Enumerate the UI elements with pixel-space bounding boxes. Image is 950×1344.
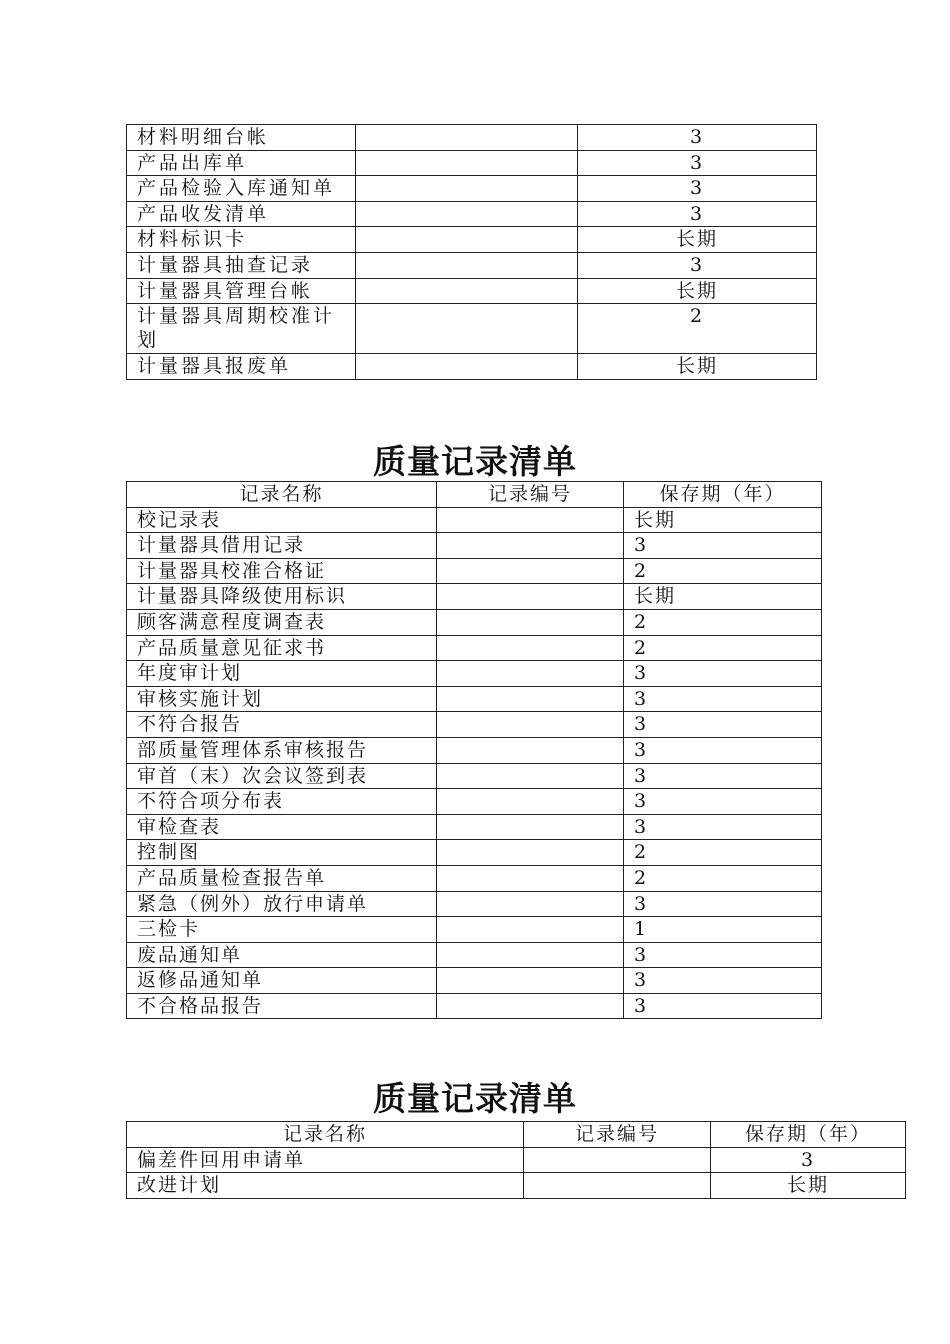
header-period: 保存期（年） — [711, 1122, 906, 1148]
table-row — [127, 1147, 906, 1173]
record-name-cell: 返修品通知单 — [127, 968, 437, 994]
record-name-cell: 计量器具周期校准计划 — [127, 304, 356, 354]
retention-period-cell: 3 — [624, 737, 822, 763]
retention-period-cell: 1 — [624, 917, 822, 943]
retention-period-cell: 3 — [578, 252, 817, 278]
record-name-cell: 校记录表 — [127, 507, 437, 533]
record-name-cell: 顾客满意程度调查表 — [127, 609, 437, 635]
table-row — [127, 789, 822, 815]
table-row — [127, 968, 822, 994]
retention-period-cell: 3 — [624, 533, 822, 559]
retention-period-cell: 3 — [624, 686, 822, 712]
retention-period-cell: 2 — [578, 304, 817, 354]
record-name-cell: 产品收发清单 — [127, 201, 356, 227]
table-row — [127, 558, 822, 584]
retention-period-cell: 长期 — [578, 354, 817, 380]
record-name-cell: 计量器具校准合格证 — [127, 558, 437, 584]
record-code-cell — [356, 227, 578, 253]
table-3 — [126, 1121, 906, 1199]
retention-period-cell: 长期 — [578, 278, 817, 304]
record-code-cell — [356, 304, 578, 354]
table-row — [127, 584, 822, 610]
table-header-row — [127, 1122, 906, 1148]
table-row — [127, 533, 822, 559]
table-row — [127, 891, 822, 917]
retention-period-cell: 3 — [624, 814, 822, 840]
retention-period-cell: 长期 — [624, 507, 822, 533]
table-row — [127, 840, 822, 866]
record-code-cell — [437, 968, 624, 994]
record-name-cell: 不符合项分布表 — [127, 789, 437, 815]
table-row — [127, 125, 817, 151]
record-code-cell — [437, 942, 624, 968]
record-code-cell — [437, 635, 624, 661]
record-code-cell — [437, 507, 624, 533]
table-row — [127, 354, 817, 380]
table-row — [127, 814, 822, 840]
record-name-cell: 产品出库单 — [127, 150, 356, 176]
retention-period-cell: 长期 — [578, 227, 817, 253]
record-code-cell — [437, 993, 624, 1019]
retention-period-cell: 2 — [624, 609, 822, 635]
record-code-cell — [437, 609, 624, 635]
record-code-cell — [524, 1173, 711, 1199]
retention-period-cell: 3 — [578, 176, 817, 202]
retention-period-cell: 3 — [624, 661, 822, 687]
retention-period-cell: 3 — [624, 763, 822, 789]
record-name-cell: 审首（末）次会议签到表 — [127, 763, 437, 789]
retention-period-cell: 3 — [624, 712, 822, 738]
retention-period-cell: 长期 — [624, 584, 822, 610]
table-row — [127, 763, 822, 789]
record-name-cell: 审核实施计划 — [127, 686, 437, 712]
table-row — [127, 993, 822, 1019]
retention-period-cell: 3 — [578, 125, 817, 151]
table-row — [127, 737, 822, 763]
retention-period-cell: 3 — [711, 1147, 906, 1173]
record-name-cell: 偏差件回用申请单 — [127, 1147, 524, 1173]
record-name-cell: 年度审计划 — [127, 661, 437, 687]
header-code: 记录编号 — [524, 1122, 711, 1148]
record-name-cell: 计量器具抽查记录 — [127, 252, 356, 278]
record-code-cell — [437, 865, 624, 891]
table-row — [127, 917, 822, 943]
record-code-cell — [356, 150, 578, 176]
record-code-cell — [356, 354, 578, 380]
record-code-cell — [356, 125, 578, 151]
record-name-cell: 产品质量意见征求书 — [127, 635, 437, 661]
table-row — [127, 686, 822, 712]
table-row — [127, 865, 822, 891]
table-row — [127, 227, 817, 253]
record-name-cell: 计量器具降级使用标识 — [127, 584, 437, 610]
table-row — [127, 176, 817, 202]
table-row — [127, 201, 817, 227]
table-row — [127, 1173, 906, 1199]
table-row — [127, 942, 822, 968]
section-3-title: 质量记录清单 — [373, 1079, 577, 1118]
record-code-cell — [356, 278, 578, 304]
record-name-cell: 计量器具管理台帐 — [127, 278, 356, 304]
record-code-cell — [437, 891, 624, 917]
record-code-cell — [437, 558, 624, 584]
retention-period-cell: 2 — [624, 558, 822, 584]
record-name-cell: 改进计划 — [127, 1173, 524, 1199]
retention-period-cell: 长期 — [711, 1173, 906, 1199]
record-code-cell — [437, 584, 624, 610]
retention-period-cell: 3 — [624, 968, 822, 994]
record-name-cell: 材料标识卡 — [127, 227, 356, 253]
record-name-cell: 产品质量检查报告单 — [127, 865, 437, 891]
retention-period-cell: 2 — [624, 635, 822, 661]
record-name-cell: 审检查表 — [127, 814, 437, 840]
record-name-cell: 废品通知单 — [127, 942, 437, 968]
header-period: 保存期（年） — [624, 482, 822, 508]
retention-period-cell: 3 — [624, 789, 822, 815]
record-code-cell — [437, 789, 624, 815]
table-row — [127, 150, 817, 176]
retention-period-cell: 3 — [578, 201, 817, 227]
record-name-cell: 计量器具报废单 — [127, 354, 356, 380]
record-code-cell — [437, 686, 624, 712]
retention-period-cell: 2 — [624, 865, 822, 891]
record-code-cell — [437, 533, 624, 559]
record-code-cell — [437, 840, 624, 866]
table-header-row — [127, 482, 822, 508]
table-row — [127, 252, 817, 278]
record-code-cell — [437, 737, 624, 763]
record-name-cell: 控制图 — [127, 840, 437, 866]
record-name-cell: 不符合报告 — [127, 712, 437, 738]
table-row — [127, 661, 822, 687]
record-code-cell — [356, 201, 578, 227]
header-name: 记录名称 — [127, 1122, 524, 1148]
section-2-title: 质量记录清单 — [373, 442, 577, 481]
record-code-cell — [356, 176, 578, 202]
record-name-cell: 三检卡 — [127, 917, 437, 943]
retention-period-cell: 3 — [624, 891, 822, 917]
retention-period-cell: 3 — [624, 942, 822, 968]
record-code-cell — [356, 252, 578, 278]
retention-period-cell: 3 — [624, 993, 822, 1019]
record-code-cell — [437, 712, 624, 738]
table-row — [127, 278, 817, 304]
table-row — [127, 507, 822, 533]
table-row — [127, 609, 822, 635]
record-name-cell: 计量器具借用记录 — [127, 533, 437, 559]
record-code-cell — [437, 917, 624, 943]
header-name: 记录名称 — [127, 482, 437, 508]
table-row — [127, 712, 822, 738]
table-1 — [126, 124, 817, 380]
record-code-cell — [437, 661, 624, 687]
header-code: 记录编号 — [437, 482, 624, 508]
retention-period-cell: 3 — [578, 150, 817, 176]
table-row — [127, 635, 822, 661]
table-row — [127, 304, 817, 354]
record-name-cell: 产品检验入库通知单 — [127, 176, 356, 202]
record-name-cell: 不合格品报告 — [127, 993, 437, 1019]
retention-period-cell: 2 — [624, 840, 822, 866]
record-code-cell — [437, 763, 624, 789]
record-code-cell — [524, 1147, 711, 1173]
record-name-cell: 部质量管理体系审核报告 — [127, 737, 437, 763]
record-name-cell: 材料明细台帐 — [127, 125, 356, 151]
table-2 — [126, 481, 822, 1019]
record-name-cell: 紧急（例外）放行申请单 — [127, 891, 437, 917]
record-code-cell — [437, 814, 624, 840]
